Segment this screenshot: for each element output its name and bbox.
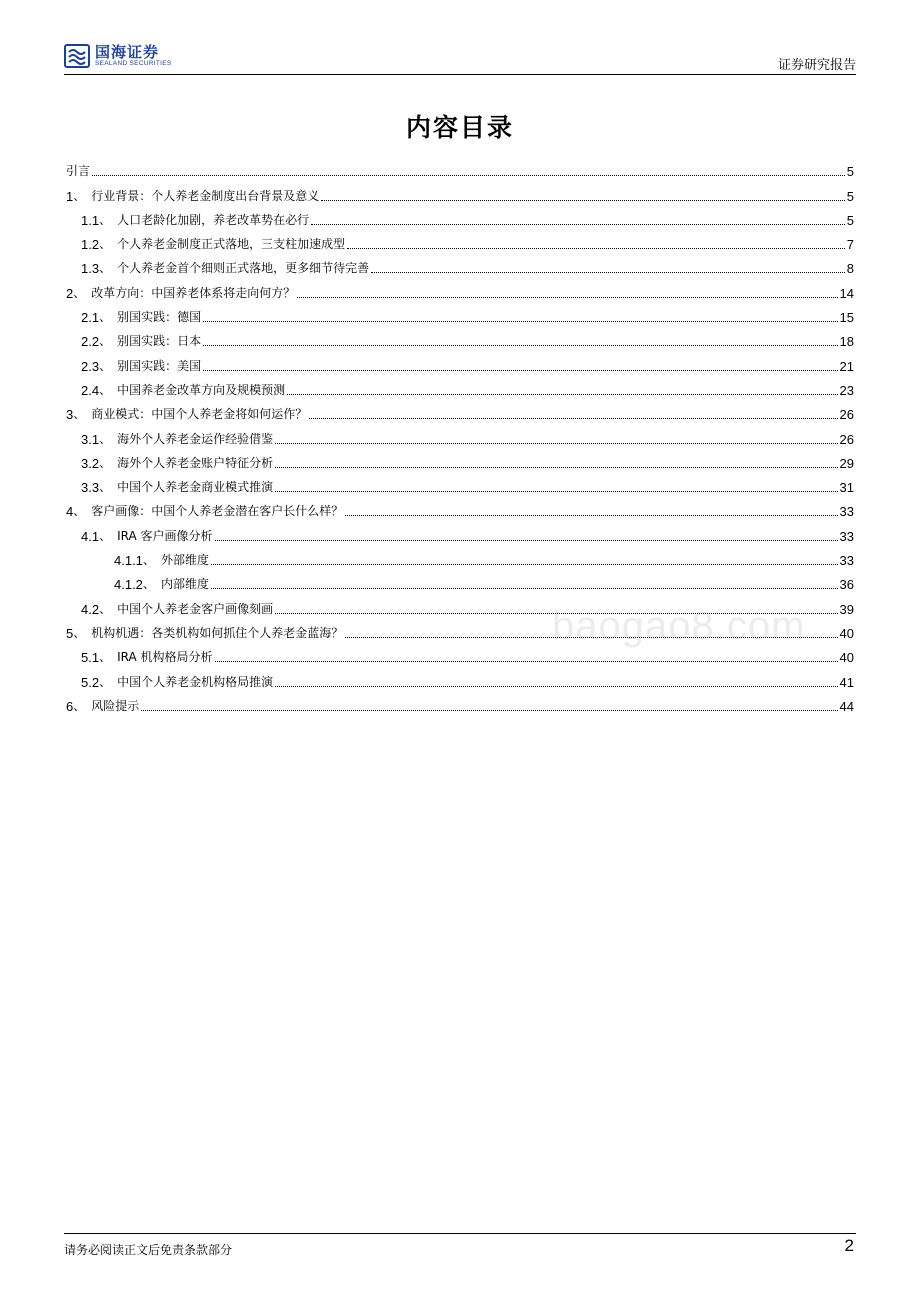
toc-dot-leader <box>211 564 838 565</box>
report-type-label: 证券研究报告 <box>777 58 856 73</box>
toc-entry-page: 33 <box>839 504 854 520</box>
toc-entry-label: 引言 <box>66 164 91 179</box>
toc-entry-label: 个人养老金制度正式落地，三支柱加速成型 <box>117 237 346 252</box>
toc-entry-page: 26 <box>839 431 854 447</box>
toc-entry-label: 改革方向：中国养老体系将走向何方？ <box>91 285 296 300</box>
toc-entry-separator: 、 <box>99 601 112 616</box>
toc-entry-separator: 、 <box>99 334 112 349</box>
toc-entry-separator: 、 <box>99 455 112 470</box>
sealand-logo-icon <box>64 44 90 68</box>
toc-entry-separator: 、 <box>99 237 112 252</box>
toc-entry[interactable] <box>66 374 854 398</box>
toc-entry-number: 3.1 <box>81 431 100 447</box>
toc-entry-label: 客户画像：中国个人养老金潜在客户长什么样？ <box>91 504 344 519</box>
toc-entry-separator: 、 <box>99 431 112 446</box>
toc-entry[interactable] <box>66 519 854 543</box>
toc-entry-separator: 、 <box>73 698 86 713</box>
disclaimer-text: 请务必阅读正文后免责条款部分 <box>64 1243 233 1257</box>
toc-entry-number: 2.4 <box>81 382 100 398</box>
toc-entry[interactable] <box>66 665 854 689</box>
toc-entry[interactable] <box>66 690 854 714</box>
toc-entry-label: 中国个人养老金客户画像刻画 <box>117 601 274 616</box>
toc-entry[interactable] <box>66 349 854 373</box>
toc-entry-label: 中国个人养老金商业模式推演 <box>117 480 274 495</box>
toc-entry-label: 商业模式：中国个人养老金将如何运作？ <box>91 407 308 422</box>
toc-entry-number: 4.1.1 <box>114 553 143 569</box>
toc-entry-page: 8 <box>846 261 854 277</box>
toc-entry-page: 31 <box>839 480 854 496</box>
toc-entry-label: 外部维度 <box>160 553 209 568</box>
toc-entry-page: 33 <box>839 553 854 569</box>
toc-entry-separator: 、 <box>73 504 86 519</box>
page-number: 2 <box>844 1236 854 1255</box>
toc-title: 内容目录 <box>405 113 514 142</box>
toc-entry-number: 4 <box>66 504 74 520</box>
toc-dot-leader <box>203 345 837 346</box>
toc-entry-label: 别国实践：德国 <box>117 310 202 325</box>
company-logo <box>64 44 172 68</box>
toc-entry-label: 风险提示 <box>91 698 140 713</box>
toc-entry-label: 人口老龄化加剧，养老改革势在必行 <box>117 212 310 227</box>
toc-dot-leader <box>321 200 845 201</box>
toc-dot-leader <box>275 686 837 687</box>
toc-entry-label: 海外个人养老金账户特征分析 <box>117 455 274 470</box>
toc-entry-number: 4.1.2 <box>114 577 143 593</box>
toc-entry[interactable] <box>66 179 854 203</box>
toc-entry-page: 15 <box>839 310 854 326</box>
toc-dot-leader <box>287 394 837 395</box>
toc-entry[interactable] <box>66 276 854 300</box>
toc-entry-number: 4.1 <box>81 528 100 544</box>
toc-entry-number: 3.2 <box>81 455 100 471</box>
toc-dot-leader <box>275 491 837 492</box>
toc-dot-leader <box>275 443 837 444</box>
toc-dot-leader <box>275 467 837 468</box>
toc-entry-page: 5 <box>846 164 854 180</box>
toc-entry[interactable] <box>66 325 854 349</box>
toc-dot-leader <box>347 248 845 249</box>
toc-entry-page: 40 <box>839 625 854 641</box>
toc-entry-label: 个人养老金首个细则正式落地，更多细节待完善 <box>117 261 370 276</box>
toc-entry-number: 1 <box>66 188 74 204</box>
toc-entry-separator: 、 <box>99 480 112 495</box>
toc-entry[interactable] <box>66 495 854 519</box>
toc-entry-page: 5 <box>846 212 854 228</box>
toc-entry[interactable] <box>66 422 854 446</box>
toc-dot-leader <box>211 588 838 589</box>
toc-entry-label: IRA 客户画像分析 <box>117 528 213 543</box>
toc-dot-leader <box>309 418 837 419</box>
toc-entry-page: 29 <box>839 455 854 471</box>
toc-dot-leader <box>297 297 837 298</box>
toc-entry-separator: 、 <box>99 528 112 543</box>
toc-entry-number: 3 <box>66 407 74 423</box>
header-divider <box>64 74 856 75</box>
toc-entry-number: 1.1 <box>81 212 100 228</box>
toc-entry[interactable] <box>66 568 854 592</box>
toc-entry-separator: 、 <box>99 382 112 397</box>
toc-entry-page: 21 <box>839 358 854 374</box>
toc-entry-label: 中国个人养老金机构格局推演 <box>117 674 274 689</box>
toc-entry-label: 别国实践：日本 <box>117 334 202 349</box>
toc-entry-label: 机构机遇：各类机构如何抓住个人养老金蓝海？ <box>91 625 344 640</box>
toc-entry[interactable] <box>66 544 854 568</box>
toc-entry-number: 5.2 <box>81 674 100 690</box>
toc-entry-label: IRA 机构格局分析 <box>117 650 213 665</box>
toc-entry-separator: 、 <box>99 261 112 276</box>
toc-dot-leader <box>215 661 838 662</box>
toc-entry-label: 内部维度 <box>160 577 209 592</box>
toc-entry-page: 26 <box>839 407 854 423</box>
toc-entry-number: 2.2 <box>81 334 100 350</box>
toc-dot-leader <box>215 540 838 541</box>
toc-entry-page: 33 <box>839 528 854 544</box>
toc-entry-page: 36 <box>839 577 854 593</box>
toc-entry[interactable] <box>66 228 854 252</box>
toc-dot-leader <box>203 321 837 322</box>
toc-entry-separator: 、 <box>73 407 86 422</box>
logo-english-name: SEALAND SECURITIES <box>95 60 172 67</box>
toc-entry-label: 海外个人养老金运作经验借鉴 <box>117 431 274 446</box>
toc-entry-page: 5 <box>846 188 854 204</box>
toc-entry[interactable] <box>66 398 854 422</box>
toc-dot-leader <box>92 175 845 176</box>
toc-entry[interactable] <box>66 301 854 325</box>
toc-entry-number: 2.1 <box>81 310 100 326</box>
toc-entry-number: 3.3 <box>81 480 100 496</box>
toc-entry-page: 14 <box>839 285 854 301</box>
toc-entry[interactable] <box>66 447 854 471</box>
toc-entry-number: 1.3 <box>81 261 100 277</box>
toc-entry-separator: 、 <box>99 310 112 325</box>
toc-entry-separator: 、 <box>99 674 112 689</box>
toc-dot-leader <box>203 370 837 371</box>
toc-entry-page: 23 <box>839 382 854 398</box>
toc-dot-leader <box>311 224 845 225</box>
footer-divider <box>64 1233 856 1234</box>
toc-entry-page: 41 <box>839 674 854 690</box>
toc-entry-number: 2 <box>66 285 74 301</box>
toc-entry-separator: 、 <box>73 188 86 203</box>
logo-chinese-name: 国海证券 <box>95 43 160 61</box>
toc-entry-page: 18 <box>839 334 854 350</box>
toc-dot-leader <box>345 515 837 516</box>
toc-entry-page: 40 <box>839 650 854 666</box>
toc-entry-number: 2.3 <box>81 358 100 374</box>
toc-entry-separator: 、 <box>99 358 112 373</box>
toc-entry[interactable] <box>66 471 854 495</box>
toc-entry-number: 5.1 <box>81 650 100 666</box>
watermark: baogao8.com <box>552 604 806 648</box>
toc-dot-leader <box>141 710 837 711</box>
toc-entry-page: 7 <box>846 237 854 253</box>
toc-entry[interactable] <box>66 252 854 276</box>
toc-entry-label: 别国实践：美国 <box>117 358 202 373</box>
toc-entry-separator: 、 <box>73 625 86 640</box>
toc-entry-separator: 、 <box>73 285 86 300</box>
toc-entry-separator: 、 <box>99 212 112 227</box>
toc-entry-separator: 、 <box>142 577 155 592</box>
toc-entry-separator: 、 <box>99 650 112 665</box>
toc-entry[interactable] <box>66 155 854 179</box>
toc-entry-number: 6 <box>66 698 74 714</box>
toc-entry-number: 1.2 <box>81 237 100 253</box>
toc-entry-separator: 、 <box>142 553 155 568</box>
toc-entry-number: 4.2 <box>81 601 100 617</box>
toc-entry-number: 5 <box>66 625 74 641</box>
toc-entry-page: 39 <box>839 601 854 617</box>
toc-dot-leader <box>371 272 845 273</box>
toc-entry-label: 中国养老金改革方向及规模预测 <box>117 382 286 397</box>
toc-entry[interactable] <box>66 204 854 228</box>
toc-entry-page: 44 <box>839 698 854 714</box>
toc-entry-label: 行业背景：个人养老金制度出台背景及意义 <box>91 188 320 203</box>
